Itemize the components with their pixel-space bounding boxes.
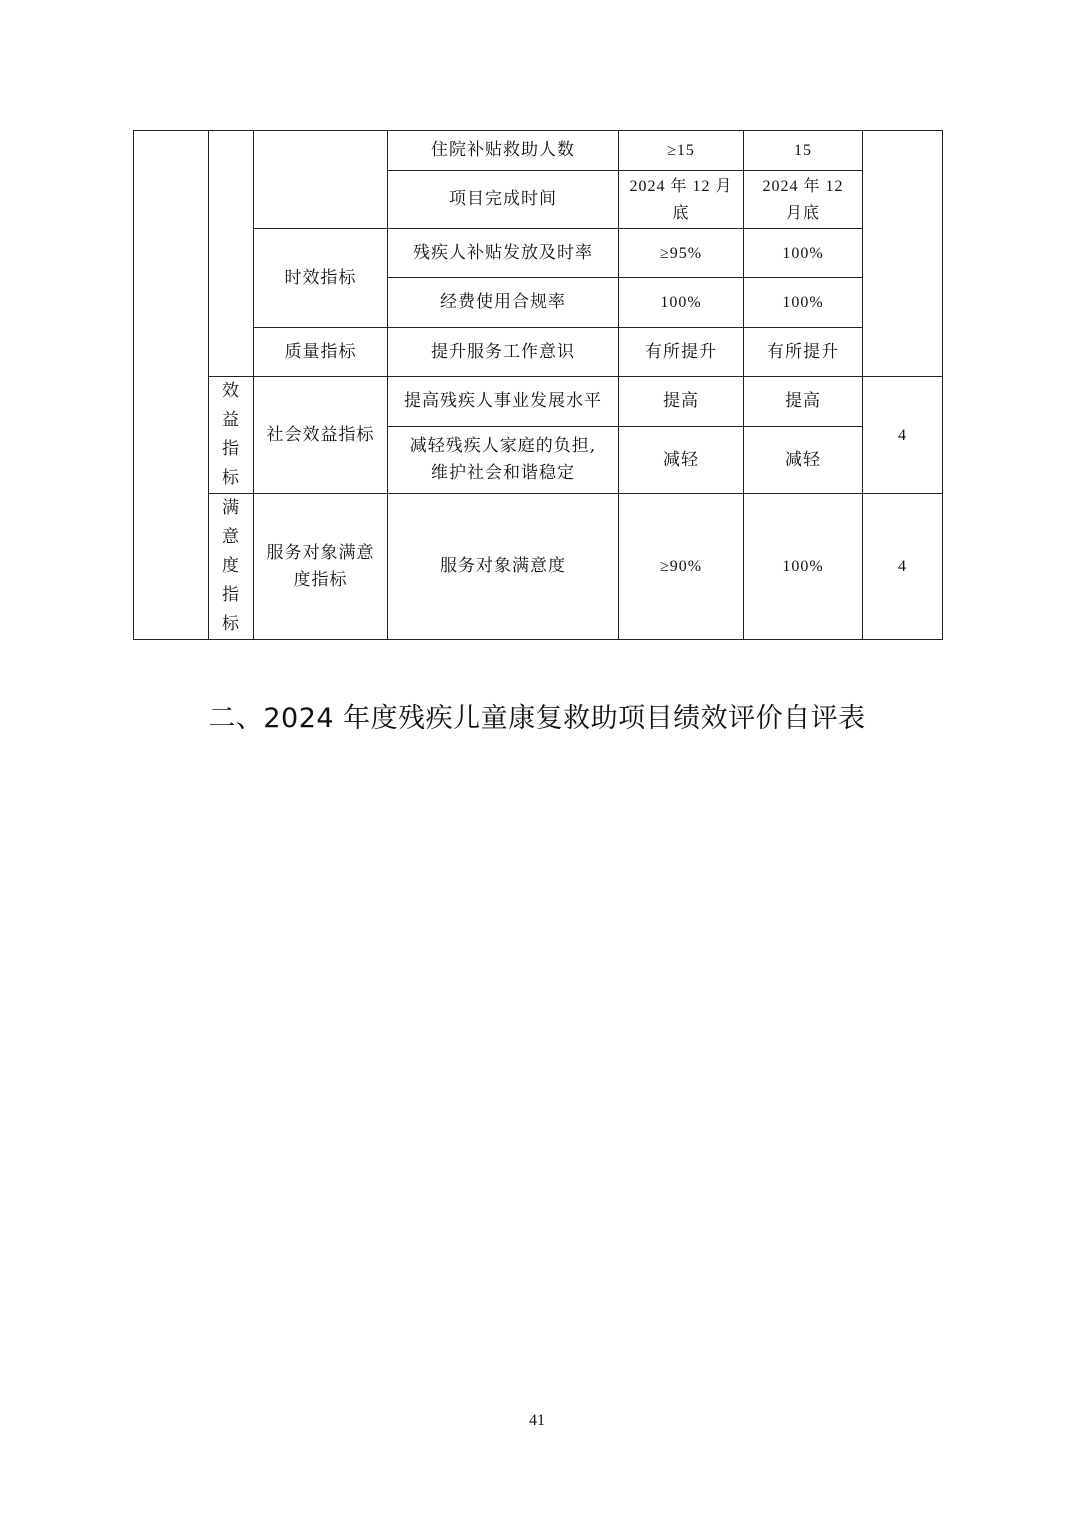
target-cell: ≥90%: [619, 494, 744, 640]
blank-level2-cell: [254, 131, 388, 229]
actual-line: 月底: [785, 204, 820, 222]
vertical-char: 益: [222, 410, 240, 430]
group-cell-timeliness: 时效指标: [254, 229, 388, 328]
actual-cell: 15: [744, 131, 863, 171]
vertical-char: 标: [222, 614, 240, 634]
group-cell-satisfaction: [254, 494, 388, 640]
metric-cell: 残疾人补贴发放及时率: [388, 229, 619, 278]
level1-cell-satisfaction: [209, 494, 254, 640]
target-cell: ≥15: [619, 131, 744, 171]
score-cell: 4: [863, 377, 943, 494]
target-cell: ≥95%: [619, 229, 744, 278]
table-row: [134, 494, 943, 640]
group-line: 度指标: [293, 569, 348, 590]
target-cell: 100%: [619, 278, 744, 328]
table-row: [134, 229, 943, 278]
table-row: [134, 131, 943, 171]
actual-cell: 提高: [744, 377, 863, 427]
section-title: 二、2024 年度残疾儿童康复救助项目绩效评价自评表: [208, 703, 866, 734]
table-row: [134, 328, 943, 377]
metric-line: 维护社会和谐稳定: [431, 463, 575, 484]
target-cell: 提高: [619, 377, 744, 427]
score-cell: 4: [863, 494, 943, 640]
group-line: 服务对象满意: [266, 542, 375, 563]
level1-cell-benefit: [209, 377, 254, 494]
table-row: [134, 377, 943, 427]
group-cell-quality: 质量指标: [254, 328, 388, 377]
vertical-char: 意: [222, 527, 240, 547]
actual-cell: 有所提升: [744, 328, 863, 377]
blank-score-cell: [863, 131, 943, 377]
metric-cell: 提高残疾人事业发展水平: [388, 377, 619, 427]
metric-cell: 服务对象满意度: [388, 494, 619, 640]
vertical-char: 满: [222, 498, 240, 518]
target-cell: [619, 171, 744, 229]
actual-cell: [744, 171, 863, 229]
actual-cell: 100%: [744, 278, 863, 328]
target-cell: 减轻: [619, 427, 744, 494]
target-cell: 有所提升: [619, 328, 744, 377]
metric-cell: [388, 427, 619, 494]
vertical-char: 指: [222, 439, 240, 459]
blank-category-cell: [134, 131, 209, 640]
metric-cell: 提升服务工作意识: [388, 328, 619, 377]
target-line: 底: [672, 204, 690, 222]
vertical-char: 效: [222, 381, 240, 401]
vertical-char: 标: [222, 468, 240, 488]
actual-cell: 100%: [744, 229, 863, 278]
metric-cell: 项目完成时间: [388, 171, 619, 229]
page-number: 41: [529, 1412, 545, 1429]
metric-cell: 经费使用合规率: [388, 278, 619, 328]
blank-level1-cell: [209, 131, 254, 377]
performance-table: [133, 130, 943, 640]
vertical-char: 度: [222, 556, 240, 576]
actual-cell: 100%: [744, 494, 863, 640]
actual-cell: 减轻: [744, 427, 863, 494]
vertical-char: 指: [222, 585, 240, 605]
metric-cell: 住院补贴救助人数: [388, 131, 619, 171]
metric-line: 减轻残疾人家庭的负担,: [409, 436, 597, 457]
target-line: 2024 年 12 月: [629, 177, 733, 195]
actual-line: 2024 年 12: [762, 177, 844, 195]
group-cell-social: 社会效益指标: [254, 377, 388, 494]
